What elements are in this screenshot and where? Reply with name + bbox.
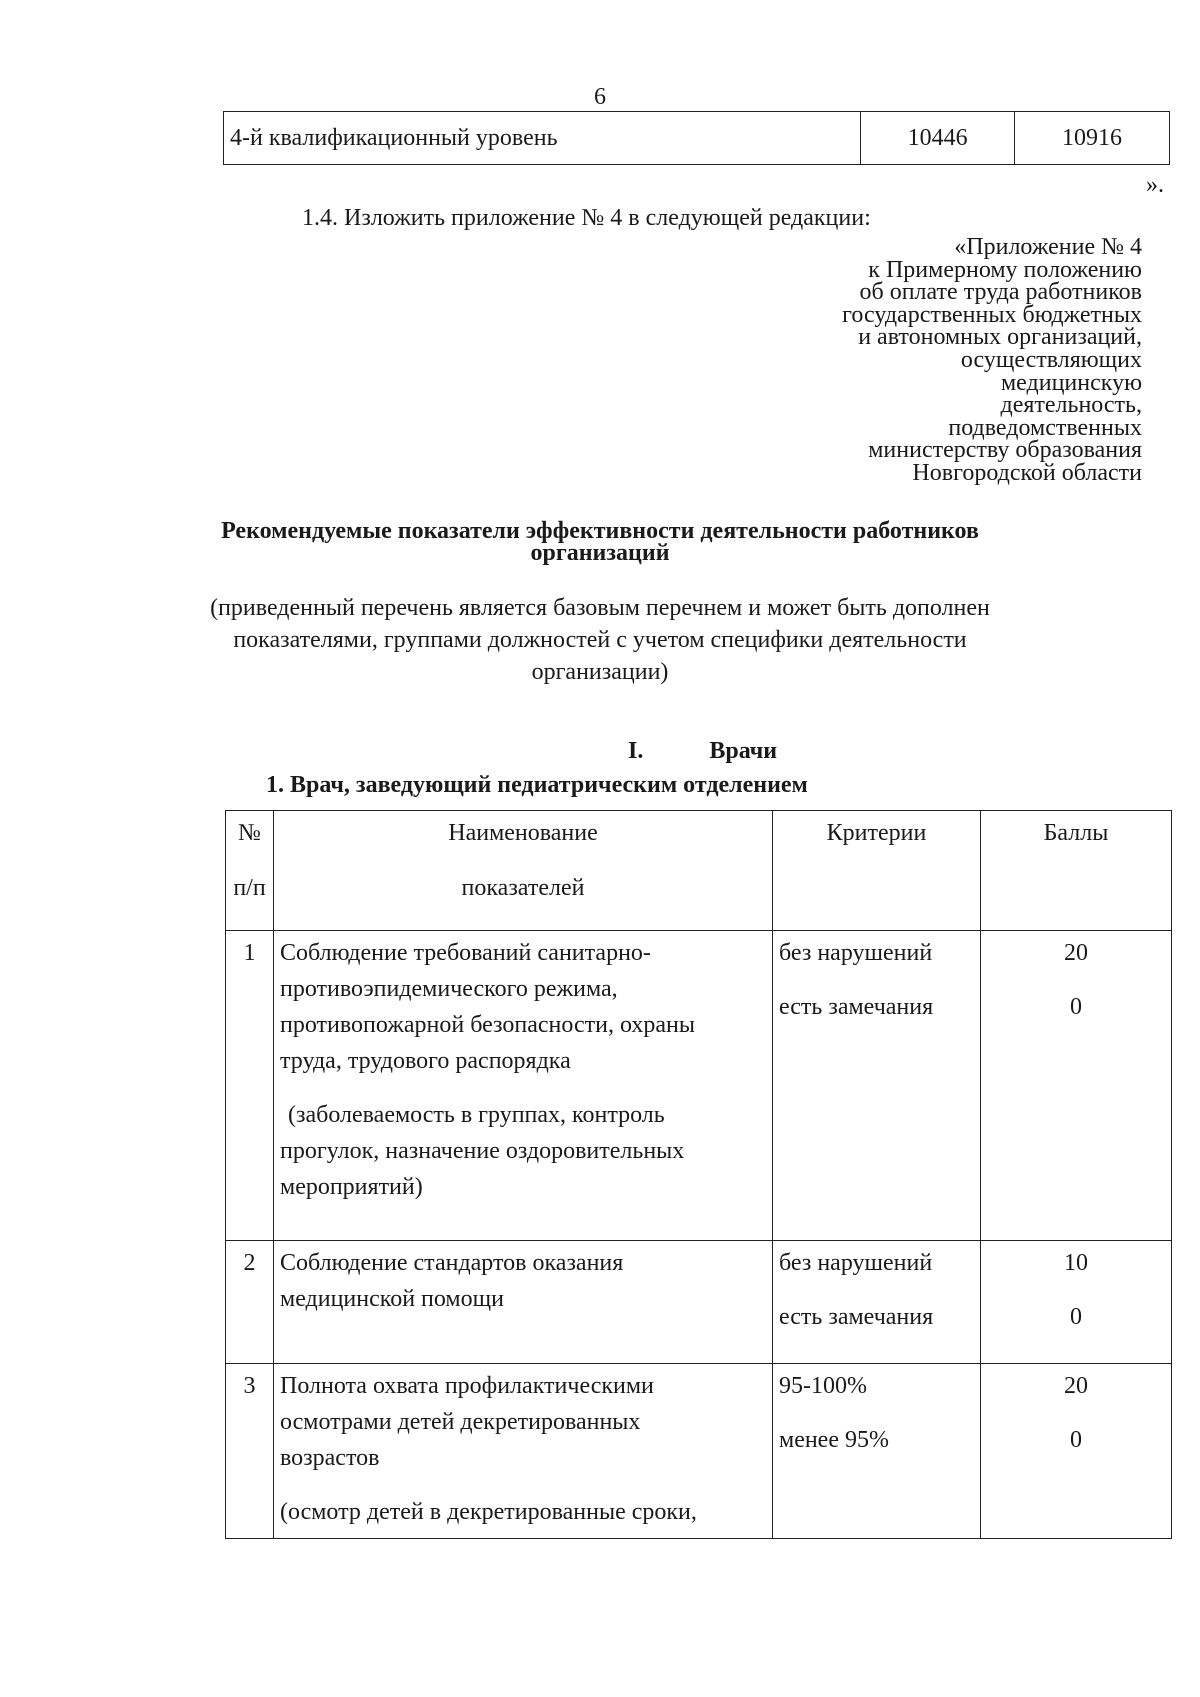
row-name xyxy=(274,1241,773,1364)
title-line: организаций xyxy=(530,540,670,566)
row-criteria xyxy=(773,1241,981,1364)
qualification-table xyxy=(223,111,1170,165)
header-num-line1: № xyxy=(238,820,261,846)
header-num-line2: п/п xyxy=(233,875,266,901)
subtitle-line: показателями, группами должностей с учетом специфики деятельности xyxy=(233,627,967,653)
qualification-value-1: 10446 xyxy=(861,112,1015,165)
criteria-value: есть замечания xyxy=(779,994,934,1020)
appendix-line: к Примерному положению xyxy=(868,256,1142,283)
appendix-line: «Приложение № 4 xyxy=(954,234,1142,260)
subsection-heading: 1. Врач, заведующий педиатрическим отделением xyxy=(266,772,808,798)
subtitle-line: организации) xyxy=(531,659,669,685)
appendix-line: Новгородской области xyxy=(912,459,1142,486)
appendix-line: медицинскую xyxy=(1000,369,1142,396)
row-note-line: (заболеваемость в группах, контроль xyxy=(288,1102,665,1128)
points-value: 10 xyxy=(1064,1250,1088,1276)
row-points xyxy=(981,1241,1172,1364)
criteria-value: есть замечания xyxy=(779,1304,934,1330)
row-note-line: мероприятий) xyxy=(280,1174,423,1200)
criteria-table xyxy=(225,810,1172,1539)
row-name-line: осмотрами детей декретированных xyxy=(280,1409,641,1435)
row-name-line: Соблюдение стандартов оказания xyxy=(280,1250,624,1276)
criteria-value: менее 95% xyxy=(779,1427,889,1453)
appendix-line: подведомственных xyxy=(948,414,1142,441)
points-value: 0 xyxy=(1070,1427,1082,1453)
row-name-line: противоэпидемического режима, xyxy=(280,976,618,1002)
header-name-line2: показателей xyxy=(461,875,585,901)
row-note-line: прогулок, назначение оздоровительных xyxy=(280,1138,685,1164)
row-note-line: (осмотр детей в декретированные сроки, xyxy=(280,1499,697,1525)
row-criteria xyxy=(773,931,981,1241)
points-value: 0 xyxy=(1070,1304,1082,1330)
row-name xyxy=(274,931,773,1241)
row-num: 1 xyxy=(226,931,274,1241)
row-name-line: противопожарной безопасности, охраны xyxy=(280,1012,695,1038)
row-name-line: медицинской помощи xyxy=(280,1286,504,1312)
table-row xyxy=(226,1241,1172,1364)
qualification-value-2: 10916 xyxy=(1015,112,1170,165)
qualification-label: 4-й квалификационный уровень xyxy=(224,112,861,165)
table-row xyxy=(226,931,1172,1241)
appendix-line: государственных бюджетных xyxy=(842,301,1142,328)
subtitle-line: (приведенный перечень является базовым перечнем и может быть дополнен xyxy=(210,595,990,621)
points-value: 20 xyxy=(1064,1373,1088,1399)
appendix-line: министерству образования xyxy=(868,437,1142,464)
criteria-value: 95-100% xyxy=(779,1373,867,1399)
row-criteria xyxy=(773,1364,981,1539)
row-num: 3 xyxy=(226,1364,274,1539)
header-criteria: Критерии xyxy=(773,811,981,931)
section-numeral: I. xyxy=(628,738,644,764)
row-name-line: Полнота охвата профилактическими xyxy=(280,1373,654,1399)
criteria-value: без нарушений xyxy=(779,940,933,966)
row-num: 2 xyxy=(226,1241,274,1364)
row-points xyxy=(981,931,1172,1241)
points-value: 20 xyxy=(1064,940,1088,966)
appendix-line: осуществляющих xyxy=(960,346,1142,373)
header-name-line1: Наименование xyxy=(448,820,598,846)
appendix-line: об оплате труда работников xyxy=(859,279,1142,306)
points-value: 0 xyxy=(1070,994,1082,1020)
header-num xyxy=(226,811,274,931)
row-name xyxy=(274,1364,773,1539)
row-points xyxy=(981,1364,1172,1539)
page-number: 6 xyxy=(594,84,606,110)
appendix-line: и автономных организаций, xyxy=(858,324,1142,351)
appendix-header xyxy=(622,236,1142,485)
section-title: Врачи xyxy=(709,738,778,764)
table-header-row xyxy=(226,811,1172,931)
header-name xyxy=(274,811,773,931)
closing-quote: ». xyxy=(1146,172,1164,198)
row-name-line: Соблюдение требований санитарно- xyxy=(280,940,651,966)
table-row xyxy=(226,1364,1172,1539)
table-row xyxy=(224,112,1170,165)
section-heading xyxy=(628,738,777,765)
row-name-line: возрастов xyxy=(280,1445,380,1471)
row-name-line: труда, трудового распорядка xyxy=(280,1048,571,1074)
criteria-value: без нарушений xyxy=(779,1250,933,1276)
title-line: Рекомендуемые показатели эффективности деятельности работников xyxy=(221,518,979,544)
document-title xyxy=(0,520,1200,564)
amendment-item: 1.4. Изложить приложение № 4 в следующей редакции: xyxy=(302,205,871,231)
document-subtitle xyxy=(0,592,1200,688)
header-points: Баллы xyxy=(981,811,1172,931)
appendix-line: деятельность, xyxy=(1000,392,1142,419)
